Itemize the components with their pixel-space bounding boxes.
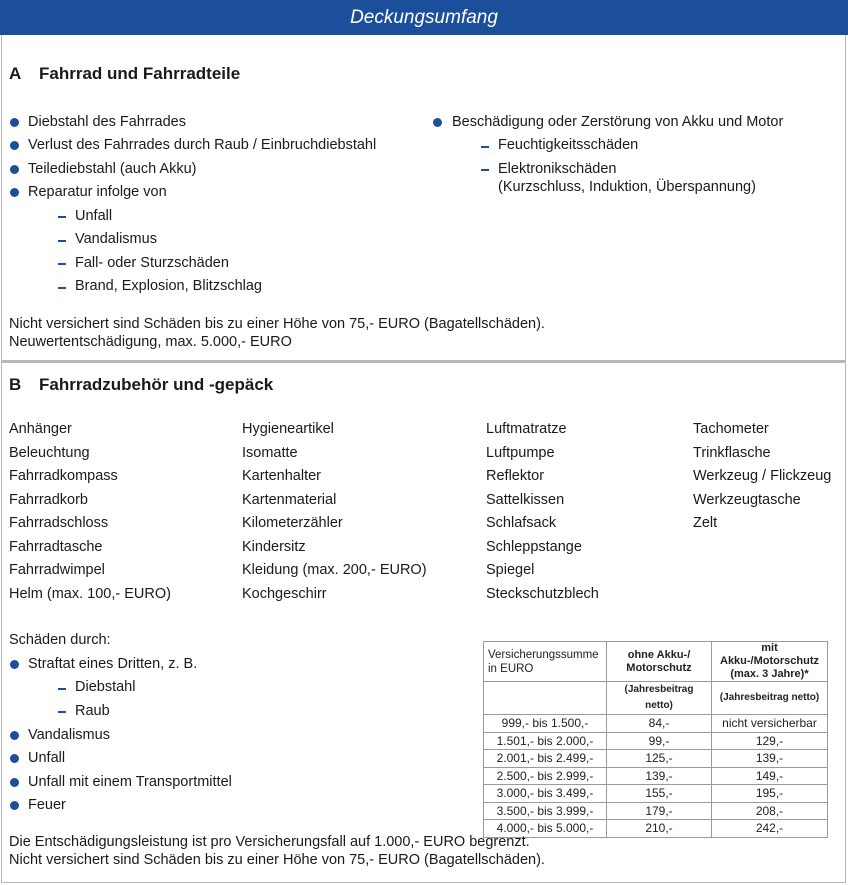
bullet-icon — [10, 141, 19, 150]
table-cell: 210,- — [607, 820, 712, 838]
table-cell: nicht versicherbar — [712, 715, 828, 733]
bullet-icon — [10, 778, 19, 787]
damages-heading: Schäden durch: — [9, 632, 111, 648]
accessory-item: Zelt — [693, 515, 718, 531]
list-item: Unfall — [28, 750, 66, 766]
table-header-text: ohne Akku-/ — [627, 648, 691, 661]
table-cell: 999,- bis 1.500,- — [484, 715, 607, 733]
sub-list-item-detail: (Kurzschluss, Induktion, Überspannung) — [498, 179, 756, 195]
table-row — [484, 785, 828, 803]
accessory-item: Tachometer — [693, 421, 769, 437]
table-cell: 155,- — [607, 785, 712, 803]
accessory-item: Luftpumpe — [486, 444, 555, 461]
accessory-item: Luftmatratze — [486, 421, 567, 437]
sub-list-item: Brand, Explosion, Blitzschlag — [75, 278, 262, 294]
accessory-item: Kilometerzähler — [242, 515, 343, 531]
bullet-icon — [433, 118, 442, 127]
dash-icon — [481, 146, 489, 148]
section-a-title-text: Fahrrad und Fahrradteile — [39, 64, 241, 83]
table-header-text: mit Akku-/Motorschutz — [720, 642, 819, 667]
dash-icon — [58, 688, 66, 690]
accessory-item: Isomatte — [242, 444, 298, 461]
bullet-icon — [10, 731, 19, 740]
table-header-cell — [484, 642, 607, 682]
table-header-text: in EURO — [488, 662, 534, 675]
accessory-item: Fahrradschloss — [9, 515, 109, 531]
bullet-icon — [10, 754, 19, 763]
table-cell: 2.500,- bis 2.999,- — [484, 767, 607, 785]
accessory-item: Kochgeschirr — [242, 585, 327, 602]
sub-list-item: Raub — [75, 703, 110, 719]
table-row — [484, 802, 828, 820]
sub-list-item: Fall- oder Sturzschäden — [75, 255, 229, 271]
table-cell: 125,- — [607, 750, 712, 768]
table-cell: 3.000,- bis 3.499,- — [484, 785, 607, 803]
section-b-letter: B — [9, 375, 22, 394]
accessory-item: Fahrradkompass — [9, 468, 118, 484]
accessory-item: Beleuchtung — [9, 444, 90, 461]
table-header-cell — [607, 642, 712, 682]
table-cell: 149,- — [712, 767, 828, 785]
accessory-item: Schlafsack — [486, 515, 557, 531]
list-item: Beschädigung oder Zerstörung von Akku und Motor — [452, 114, 784, 130]
tariff-table-body — [484, 715, 828, 838]
bullet-icon — [10, 801, 19, 810]
accessory-item: Helm (max. 100,- EURO) — [9, 585, 171, 602]
table-subheader-row — [484, 682, 828, 715]
table-header-cell — [712, 642, 828, 682]
dash-icon — [58, 216, 66, 218]
sub-list-item: Vandalismus — [75, 231, 157, 247]
table-cell: 179,- — [607, 802, 712, 820]
dash-icon — [58, 263, 66, 265]
section-a-note: Nicht versichert sind Schäden bis zu einer Höhe von 75,- EURO (Bagatellschäden). — [9, 316, 545, 332]
bullet-icon — [10, 188, 19, 197]
table-cell: 208,- — [712, 802, 828, 820]
accessory-item: Fahrradwimpel — [9, 562, 105, 578]
list-item: Unfall mit einem Transportmittel — [28, 774, 232, 790]
table-cell: 139,- — [712, 750, 828, 768]
list-item: Straftat eines Dritten, z. B. — [28, 656, 198, 672]
list-item: Diebstahl des Fahrrades — [28, 114, 186, 130]
section-b-note: Die Entschädigungsleistung ist pro Versicherungsfall auf 1.000,- EURO begrenzt. — [9, 834, 530, 850]
accessory-item: Fahrradtasche — [9, 538, 103, 555]
accessory-item: Sattelkissen — [486, 491, 565, 508]
accessory-item: Kartenhalter — [242, 468, 321, 484]
coverage-header: Deckungsumfang — [0, 0, 848, 35]
accessory-item: Kartenmaterial — [242, 491, 337, 508]
table-row — [484, 732, 828, 750]
table-cell: 4.000,- bis 5.000,- — [484, 820, 607, 838]
section-a-note: Neuwertentschädigung, max. 5.000,- EURO — [9, 334, 292, 350]
table-cell: 195,- — [712, 785, 828, 803]
section-a-letter: A — [9, 64, 22, 83]
accessory-item: Werkzeug / Flickzeug — [693, 468, 832, 484]
list-item: Verlust des Fahrrades durch Raub / Einbruchdiebstahl — [28, 137, 377, 153]
section-b-title — [9, 375, 273, 395]
sub-list-item: Feuchtigkeitsschäden — [498, 137, 639, 153]
table-header-text: Versicherungssumme — [488, 648, 599, 661]
dash-icon — [58, 287, 66, 289]
accessory-item: Fahrradkorb — [9, 491, 88, 508]
accessory-item: Steckschutzblech — [486, 585, 599, 602]
bullet-icon — [10, 660, 19, 669]
table-cell: 3.500,- bis 3.999,- — [484, 802, 607, 820]
table-header-text: (max. 3 Jahre)* — [730, 668, 809, 680]
dash-icon — [58, 240, 66, 242]
table-cell: 84,- — [607, 715, 712, 733]
section-a-title — [9, 64, 240, 84]
table-header-row — [484, 642, 828, 682]
sub-list-item: Elektronikschäden — [498, 161, 617, 177]
section-b-title-text: Fahrradzubehör und -gepäck — [39, 375, 274, 394]
table-row — [484, 715, 828, 733]
accessory-item: Spiegel — [486, 562, 535, 578]
list-item: Feuer — [28, 797, 66, 813]
table-row — [484, 820, 828, 838]
accessory-item: Kindersitz — [242, 538, 306, 555]
sub-list-item: Diebstahl — [75, 679, 136, 695]
list-item: Teilediebstahl (auch Akku) — [28, 161, 197, 177]
accessory-item: Kleidung (max. 200,- EURO) — [242, 562, 427, 578]
table-subheader-cell: (Jahresbeitrag netto) — [712, 682, 828, 715]
accessory-item: Hygieneartikel — [242, 421, 334, 437]
accessory-item: Anhänger — [9, 421, 72, 437]
section-b-note: Nicht versichert sind Schäden bis zu einer Höhe von 75,- EURO (Bagatellschäden). — [9, 852, 545, 868]
table-row — [484, 750, 828, 768]
bullet-icon — [10, 118, 19, 127]
table-cell: 2.001,- bis 2.499,- — [484, 750, 607, 768]
sub-list-item: Unfall — [75, 208, 113, 224]
accessory-item: Schleppstange — [486, 538, 582, 555]
table-row — [484, 767, 828, 785]
tariff-table — [483, 641, 828, 838]
table-cell: 139,- — [607, 767, 712, 785]
list-item: Reparatur infolge von — [28, 184, 167, 200]
accessory-item: Werkzeugtasche — [693, 491, 801, 508]
table-subheader-cell: (Jahresbeitrag netto) — [607, 682, 712, 715]
table-cell: 99,- — [607, 732, 712, 750]
list-item: Vandalismus — [28, 727, 110, 743]
dash-icon — [58, 711, 66, 713]
accessory-item: Trinkflasche — [693, 444, 771, 461]
accessory-item: Reflektor — [486, 468, 545, 484]
dash-icon — [481, 169, 489, 171]
bullet-icon — [10, 165, 19, 174]
table-cell: 129,- — [712, 732, 828, 750]
table-cell: 1.501,- bis 2.000,- — [484, 732, 607, 750]
table-header-text: Motorschutz — [626, 661, 692, 674]
table-cell: 242,- — [712, 820, 828, 838]
table-subheader-cell — [484, 682, 607, 715]
